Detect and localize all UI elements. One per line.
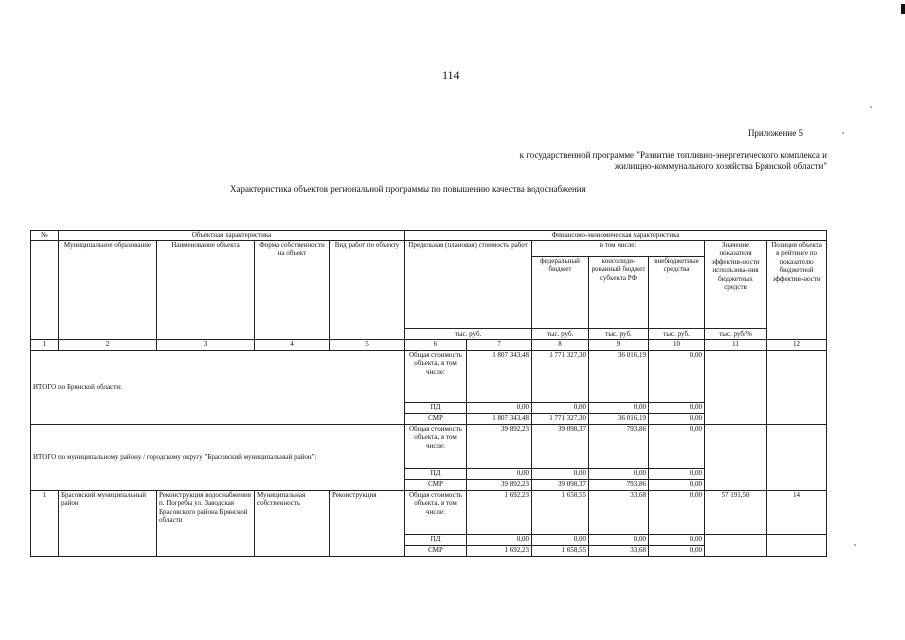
scan-speck (854, 544, 856, 546)
row-label-pd: ПД (405, 534, 467, 545)
value-extrabudget: 0,00 (649, 350, 705, 402)
program-line-1: к государственной программе "Развитие топливно-энергетического комплекса и (519, 150, 827, 160)
value-federal: 0,00 (532, 402, 589, 413)
row-label-total: Общая стоимость объекта, в том числе: (405, 424, 467, 468)
appendix-label: Приложение 5 (747, 128, 803, 138)
region-indicator-empty (705, 350, 767, 424)
unit-indicator: тыс. руб/% (705, 328, 767, 339)
header-ownership: Форма собственности на объект (255, 240, 330, 339)
value-federal: 0,00 (532, 534, 589, 545)
row-label-smr: СМР (405, 545, 467, 556)
row-label-total: Общая стоимость объекта, в том числе: (405, 350, 467, 402)
col-number: 12 (767, 339, 827, 350)
object-works-type: Реконструкция (330, 490, 405, 556)
value-federal: 1 771 327,30 (532, 413, 589, 424)
value-consolidated: 36 016,19 (589, 413, 649, 424)
header-federal: федеральный бюджет (532, 256, 589, 328)
col-number: 8 (532, 339, 589, 350)
value-extrabudget: 0,00 (649, 413, 705, 424)
object-name: Реконструкция водоснабжения п. Погребы ул. Заводская Брасовского района Брянской области (157, 490, 255, 556)
value-extrabudget: 0,00 (649, 424, 705, 468)
value-extrabudget: 0,00 (649, 479, 705, 490)
header-municipality: Муниципальное образование (59, 240, 157, 339)
value-limit: 1 692,23 (467, 545, 532, 556)
row-label-smr: СМР (405, 413, 467, 424)
program-reference (407, 150, 827, 172)
value-limit: 1 692,23 (467, 490, 532, 534)
value-limit: 1 807 343,48 (467, 413, 532, 424)
object-municipality: Брасовский муниципальный район (59, 490, 157, 556)
region-total-label: ИТОГО по Брянской области: (31, 350, 405, 424)
value-federal: 39 098,37 (532, 479, 589, 490)
col-number: 1 (31, 339, 59, 350)
row-label-smr: СМР (405, 479, 467, 490)
object-row (31, 490, 827, 534)
value-consolidated: 0,00 (589, 402, 649, 413)
col-number: 7 (467, 339, 532, 350)
value-extrabudget: 0,00 (649, 534, 705, 545)
value-consolidated: 33,68 (589, 545, 649, 556)
unit-extrabudget: тыс. руб. (649, 328, 705, 339)
col-number: 3 (157, 339, 255, 350)
district-total-row (31, 424, 827, 468)
object-indicator-empty (705, 534, 767, 556)
scan-speck (870, 106, 872, 108)
value-limit: 39 892,23 (467, 479, 532, 490)
value-consolidated: 793,86 (589, 424, 649, 468)
value-federal: 1 771 327,30 (532, 350, 589, 402)
value-limit: 0,00 (467, 402, 532, 413)
value-federal: 0,00 (532, 468, 589, 479)
unit-federal: тыс. руб. (532, 328, 589, 339)
unit-limit: тыс. руб. (405, 328, 532, 339)
region-total-row (31, 350, 827, 402)
header-row-1 (31, 231, 827, 241)
col-number: 4 (255, 339, 330, 350)
value-consolidated: 0,00 (589, 534, 649, 545)
program-line-2: жилищно-коммунального хозяйства Брянской области" (614, 161, 827, 171)
col-number: 9 (589, 339, 649, 350)
page-number: 114 (442, 68, 460, 82)
header-works-type: Вид работ по объекту (330, 240, 405, 339)
value-federal: 1 658,55 (532, 490, 589, 534)
header-row-2 (31, 240, 827, 256)
value-consolidated: 0,00 (589, 468, 649, 479)
col-number: 6 (405, 339, 467, 350)
value-limit: 1 807 343,48 (467, 350, 532, 402)
value-federal: 39 098,37 (532, 424, 589, 468)
value-federal: 1 658,55 (532, 545, 589, 556)
header-rank: Позиция объекта в рейтинге по показателю бюджетной эффектив-ности (767, 240, 827, 339)
header-consolidated: консолиди-рованный бюджет субъекта РФ (589, 256, 649, 328)
header-including: в том числе: (532, 240, 705, 256)
header-extrabudget: внебюджетные средства (649, 256, 705, 328)
header-indicator: Значение показателя эффектив-ности использова-ния бюджетных средств (705, 240, 767, 328)
value-limit: 0,00 (467, 468, 532, 479)
header-num: № (31, 231, 59, 241)
row-label-total: Общая стоимость объекта, в том числе: (405, 490, 467, 534)
value-consolidated: 33,68 (589, 490, 649, 534)
row-label-pd: ПД (405, 468, 467, 479)
object-indicator: 57 191,50 (705, 490, 767, 534)
district-rank-empty (767, 424, 827, 490)
col-number: 10 (649, 339, 705, 350)
value-extrabudget: 0,00 (649, 490, 705, 534)
value-consolidated: 793,86 (589, 479, 649, 490)
object-rank: 14 (767, 490, 827, 534)
col-number: 2 (59, 339, 157, 350)
scan-edge-mark (901, 4, 905, 14)
unit-consolidated: тыс. руб. (589, 328, 649, 339)
document-title: Характеристика объектов региональной программы по повышению качества водоснабжения (230, 184, 586, 194)
value-extrabudget: 0,00 (649, 402, 705, 413)
object-ownership: Муниципальная собственность (255, 490, 330, 556)
object-rank-empty (767, 534, 827, 556)
value-limit: 0,00 (467, 534, 532, 545)
object-num: 1 (31, 490, 59, 556)
header-object-name: Наименование объекта (157, 240, 255, 339)
col-number: 5 (330, 339, 405, 350)
objects-table (30, 230, 827, 557)
value-extrabudget: 0,00 (649, 468, 705, 479)
col-number: 11 (705, 339, 767, 350)
value-extrabudget: 0,00 (649, 545, 705, 556)
region-rank-empty (767, 350, 827, 424)
scan-speck (842, 132, 844, 134)
district-indicator-empty (705, 424, 767, 490)
column-numbers-row (31, 339, 827, 350)
header-financial-characteristic: Финансово-экономическая характеристика (405, 231, 827, 241)
value-consolidated: 36 016,19 (589, 350, 649, 402)
header-limit-cost: Предельная (плановая) стоимость работ (405, 240, 532, 328)
header-object-characteristic: Объектная характеристика (59, 231, 405, 241)
district-total-label: ИТОГО по муниципальному району / городскому округу "Брасовский муниципальный район": (31, 424, 405, 490)
row-label-pd: ПД (405, 402, 467, 413)
header-num-spacer (31, 240, 59, 339)
value-limit: 39 892,23 (467, 424, 532, 468)
